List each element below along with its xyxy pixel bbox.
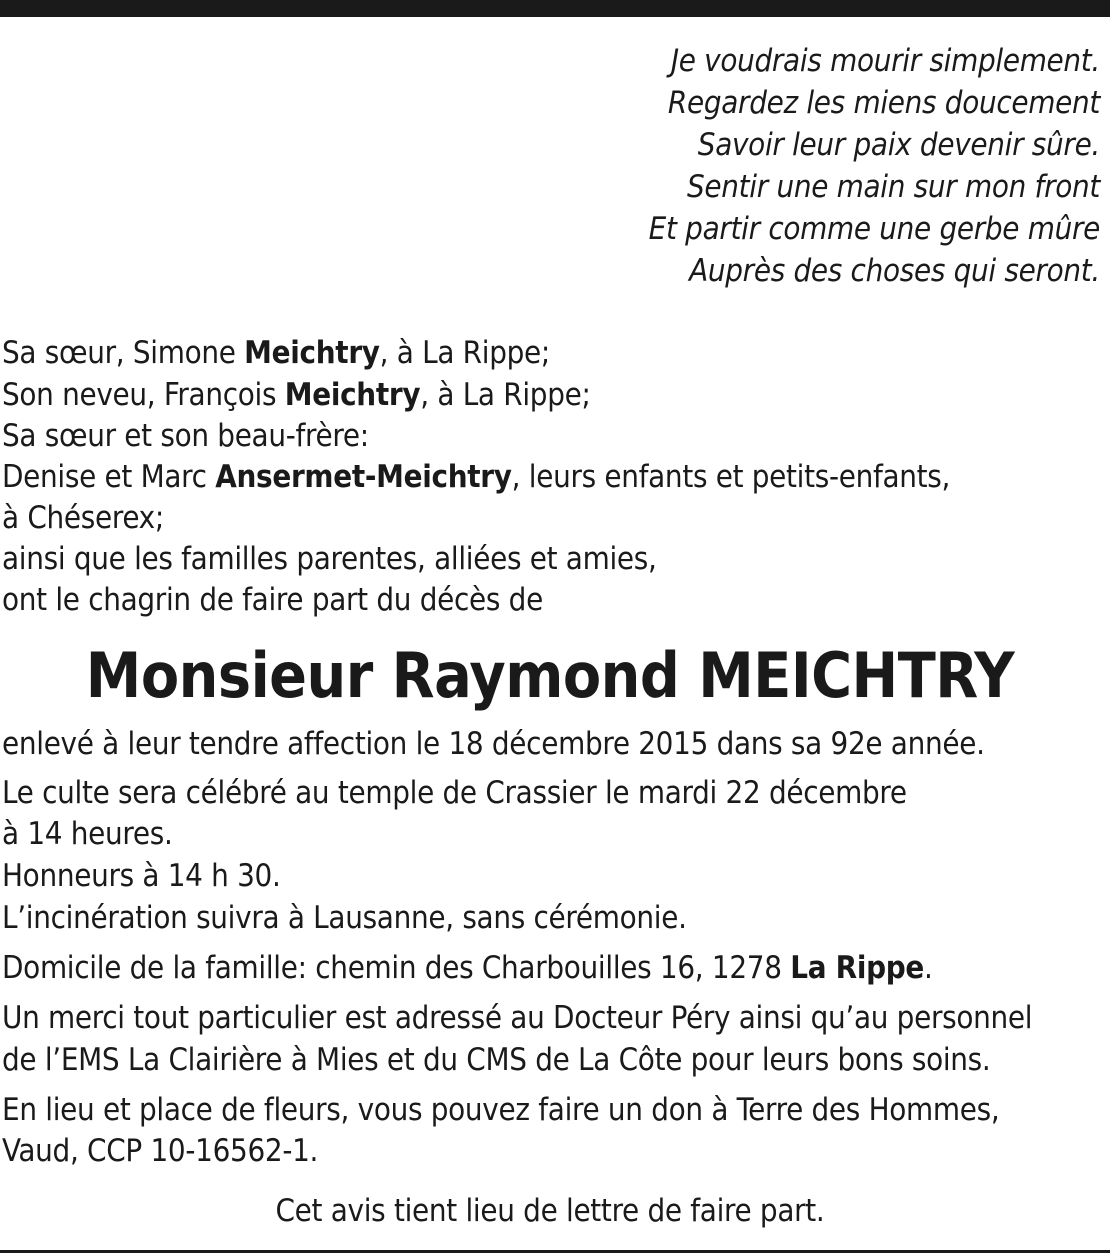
- detail-thanks-line1: Un merci tout particulier est adressé au Docteur Péry ainsi qu’au personnel: [2, 1000, 1033, 1036]
- text: Son neveu, François: [2, 377, 285, 413]
- family-line-relatives: ainsi que les familles parentes, alliées et amies,: [2, 541, 657, 577]
- detail-death-date: enlevé à leur tendre affection le 18 décembre 2015 dans sa 92e année.: [2, 726, 985, 762]
- deceased-name: Monsieur Raymond MEICHTRY: [85, 639, 1015, 712]
- detail-home-address: [2, 948, 933, 988]
- detail-honours: Honneurs à 14 h 30.: [2, 858, 281, 894]
- poem-line: Regardez les miens doucement: [667, 85, 1100, 121]
- bottom-border-rule: [0, 1250, 1110, 1253]
- detail-thanks-line2: de l’EMS La Clairière à Mies et du CMS de La Côte pour leurs bons soins.: [2, 1042, 991, 1078]
- detail-donation-line2: Vaud, CCP 10-16562-1.: [2, 1133, 319, 1169]
- poem-line: Et partir comme une gerbe mûre: [648, 211, 1100, 247]
- family-line-sister: [2, 333, 550, 373]
- place-name: La Rippe: [790, 950, 925, 986]
- text: , à La Rippe;: [420, 377, 591, 413]
- detail-donation-line1: En lieu et place de fleurs, vous pouvez faire un don à Terre des Hommes,: [2, 1092, 1000, 1128]
- family-line-announcement: ont le chagrin de faire part du décès de: [2, 582, 543, 618]
- text: Sa sœur, Simone: [2, 335, 245, 371]
- text: .: [924, 950, 933, 986]
- surname: Meichtry: [284, 377, 421, 413]
- poem-block: [400, 40, 1100, 292]
- poem-line: Savoir leur paix devenir sûre.: [697, 127, 1100, 163]
- text: Domicile de la famille: chemin des Charbouilles 16, 1278: [2, 950, 791, 986]
- detail-service: Le culte sera célébré au temple de Crassier le mardi 22 décembre: [2, 775, 907, 811]
- detail-service-time: à 14 heures.: [2, 816, 173, 852]
- closing-note: Cet avis tient lieu de lettre de faire part.: [275, 1193, 825, 1229]
- text: , leurs enfants et petits-enfants,: [511, 459, 951, 495]
- detail-cremation: L’incinération suivra à Lausanne, sans cérémonie.: [2, 900, 687, 936]
- text: Denise et Marc: [2, 459, 216, 495]
- surname: Ansermet-Meichtry: [215, 459, 512, 495]
- top-border-bar: [0, 0, 1110, 17]
- family-line-ansermet: [2, 457, 950, 497]
- family-line-sister-brother-in-law: Sa sœur et son beau-frère:: [2, 418, 369, 454]
- poem-line: Sentir une main sur mon front: [687, 169, 1100, 205]
- text: , à La Rippe;: [379, 335, 550, 371]
- surname: Meichtry: [244, 335, 380, 371]
- poem-line: Auprès des choses qui seront.: [689, 253, 1100, 289]
- family-line-nephew: [2, 375, 591, 415]
- poem-line: Je voudrais mourir simplement.: [670, 43, 1100, 79]
- family-line-cheserex: à Chéserex;: [2, 500, 164, 536]
